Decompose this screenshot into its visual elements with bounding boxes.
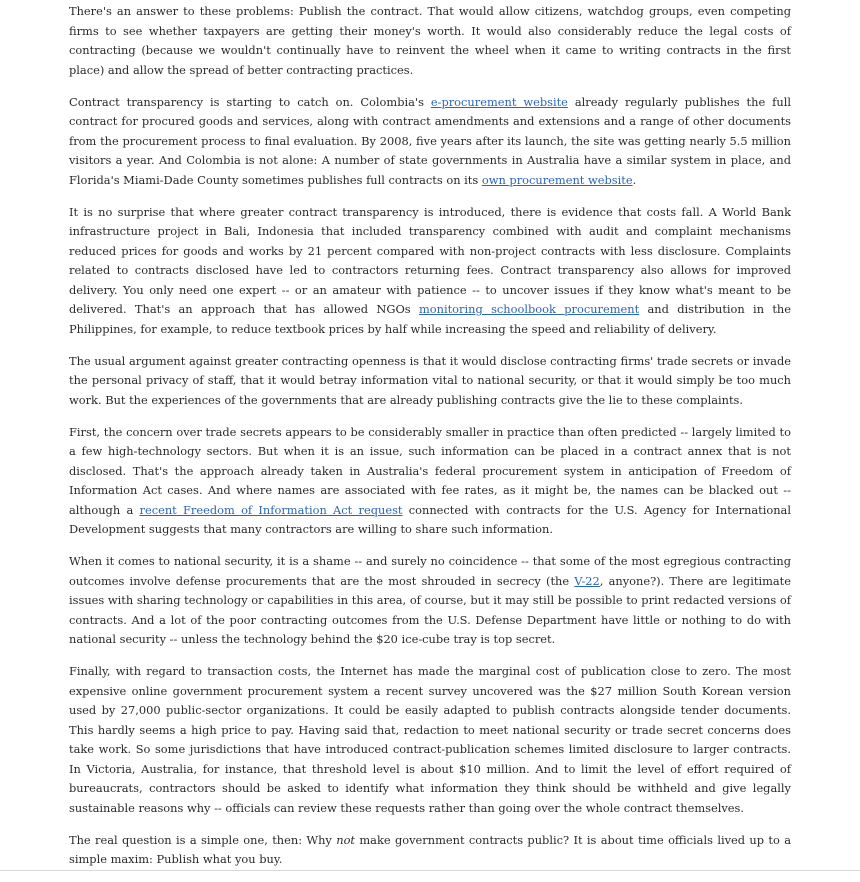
text-segment: Contract transparency is starting to catch on. Colombia's <box>69 94 431 109</box>
text-segment: There's an answer to these problems: Publish the contract. That would allow citizens, watchdog groups, even competing firms to see whether taxpayers are getting their money's worth. It would also considerably reduce the legal costs of contracting (because we wouldn't continually have to reinvent the wheel when it came to writing contracts in the first place) and allow the spread of better contracting practices. <box>69 4 791 77</box>
emphasis-not: not <box>336 832 356 847</box>
paragraph-publish-the-contract <box>69 2 791 80</box>
article-body <box>69 2 791 882</box>
text-segment: make government contracts public? It is about time officials lived up to a simple maxim: Publish what you buy. <box>69 832 791 866</box>
text-segment: Finally, with regard to transaction costs, the Internet has made the marginal cost of publication close to zero. The most expensive online government procurement system a recent survey uncovered was the $27 million South Korean version used by 27,000 public-sector organizations. It could be easily adapted to publish contracts alongside tender documents. This hardly seems a high price to pay. Having said that, redaction to meet national security or trade secret concerns does take work. So some jurisdictions that have introduced contract-publication schemes limited disclosure to larger contracts. In Victoria, Australia, for instance, that threshold level is about $10 million. And to limit the level of effort required of bureaucrats, contractors should be asked to identify what information they think should be withheld and give legally sustainable reasons why -- officials can review these requests rather than going over the whole contract themselves. <box>69 664 791 815</box>
paragraph-usual-argument <box>69 352 791 411</box>
text-segment: It is no surprise that where greater contract transparency is introduced, there is evidence that costs fall. A World Bank infrastructure project in Bali, Indonesia that included transparency combined with audit and complaint mechanisms reduced prices for goods and works by 21 percent compared with non-project contracts with less disclosure. Complaints related to contracts disclosed have led to contractors returning fees. Contract transparency also allows for improved delivery. You only need one expert -- or an amateur with patience -- to uncover issues if they know what's meant to be delivered. That's an approach that has allowed NGOs <box>69 204 791 316</box>
paragraph-national-security <box>69 552 791 650</box>
link-foia-request[interactable]: recent Freedom of Information Act request <box>139 502 403 517</box>
text-segment: , anyone?). There are legitimate issues with sharing technology or capabilities in this area, of course, but it may still be possible to print redacted versions of contracts. And a lot of the poor contracting outcomes from the U.S. Defense Department have little or nothing to do with national security -- unless the technology behind the $20 ice-cube tray is top secret. <box>69 573 792 646</box>
link-own-procurement-website[interactable]: own procurement website <box>481 172 633 187</box>
text-segment: already regularly publishes the full contract for procured goods and services, along with contract amendments and extensions and a range of other documents from the procurement process to final evaluation. By 2008, five years after its launch, the site was getting nearly 5.5 million visitors a year. And Colombia is not alone: A number of state governments in Australia have a similar system in place, and Florida's Miami-Dade County sometimes publishes full contracts on its <box>69 94 791 187</box>
text-segment: The real question is a simple one, then: Why <box>69 832 337 847</box>
text-segment: . <box>632 172 637 187</box>
paragraph-transaction-costs <box>69 662 791 818</box>
text-segment: connected with contracts for the U.S. Agency for International Development suggests that many contractors are willing to share such information. <box>69 502 791 536</box>
text-segment: The usual argument against greater contracting openness is that it would disclose contracting firms' trade secrets or invade the personal privacy of staff, that it would betray information vital to national security, or that it would simply be too much work. But the experiences of the governments that are already publishing contracts give the lie to these complaints. <box>69 353 791 407</box>
link-e-procurement-website[interactable]: e-procurement website <box>430 94 568 109</box>
text-segment: and distribution in the Philippines, for example, to reduce textbook prices by half while increasing the speed and reliability of delivery. <box>69 302 792 336</box>
paragraph-contract-transparency <box>69 93 791 191</box>
paragraph-costs-fall <box>69 203 791 340</box>
link-monitoring-schoolbook-procurement[interactable]: monitoring schoolbook procurement <box>418 302 640 316</box>
link-v-22[interactable]: V-22 <box>574 573 600 588</box>
paragraph-trade-secrets <box>69 423 791 540</box>
paragraph-real-question <box>69 831 791 870</box>
text-segment: When it comes to national security, it is a shame -- and surely no coincidence -- that some of the most egregious contracting outcomes involve defense procurements that are the most shrouded in secrecy (the <box>69 554 791 588</box>
text-segment: First, the concern over trade secrets appears to be considerably smaller in practice than often predicted -- largely limited to a few high-technology sectors. But when it is an issue, such information can be placed in a contract annex that is not disclosed. That's the approach already taken in Australia's federal procurement system in anticipation of Freedom of Information Act cases. And where names are associated with fee rates, as it might be, the names can be blacked out -- although a <box>69 424 791 517</box>
